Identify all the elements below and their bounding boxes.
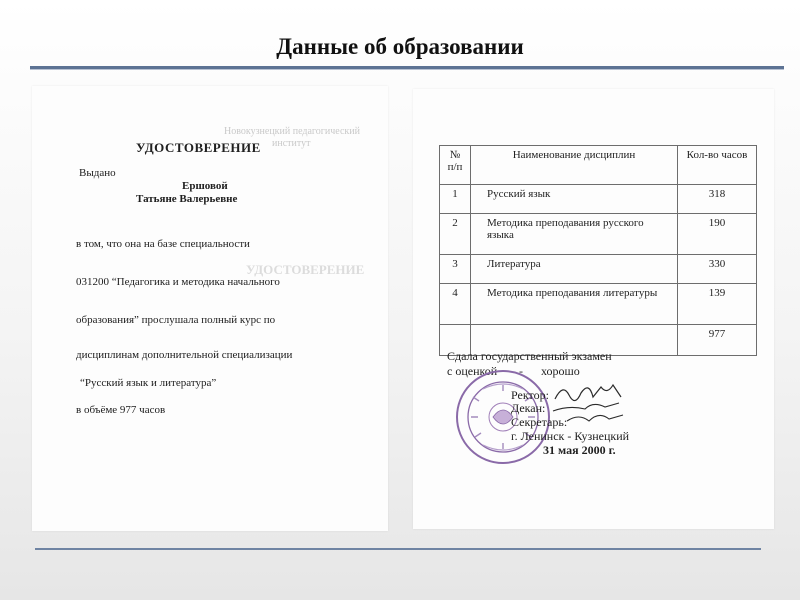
row-name: Литература [471,255,678,284]
header-hours: Кол-во часов [678,146,757,185]
bottom-rule [35,548,761,550]
signature-scribble-icon [549,377,649,433]
table-row [440,185,757,214]
header-name: Наименование дисциплин [471,146,678,185]
exam-grade: хорошо [541,364,580,378]
faint-header-line1: Новокузнецкий педагогический [224,126,360,137]
certificate-line-2: 031200 “Педагогика и методика начального [76,276,280,288]
issued-label: Выдано [79,167,116,179]
title-underline [30,66,784,70]
row-hours: 330 [678,255,757,284]
dean-label: Декан: [511,401,546,415]
secretary-label: Секретарь: [511,415,568,429]
rector-label: Ректор: [511,388,549,402]
table-row [440,214,757,255]
slide-title: Данные об образовании [276,34,524,59]
recipient-surname: Ершовой [182,180,228,192]
date-label: 31 мая 2000 г. [543,443,616,457]
header-num: № п/п [440,146,471,185]
table-row [440,255,757,284]
row-hours: 190 [678,214,757,255]
exam-line-2-label: с оценкой [447,364,498,378]
row-hours: 318 [678,185,757,214]
certificate-line-1: в том, что она на базе специальности [76,238,250,250]
recipient-given-names: Татьяне Валерьевне [136,193,238,205]
exam-line-1: Сдала государственный экзамен [447,349,612,363]
certificate-line-5: “Русский язык и литература” [80,377,217,389]
certificate-heading: УДОСТОВЕРЕНИЕ [136,140,261,155]
exam-line-2-dash: - [519,364,523,378]
row-num: 1 [440,185,471,214]
row-hours: 139 [678,284,757,325]
certificate-line-6: в объёме 977 часов [76,404,166,416]
subjects-table [439,145,757,356]
bleed-through-watermark: УДОСТОВЕРЕНИЕ [246,262,365,277]
table-header-row [440,146,757,185]
total-hours: 977 [678,325,757,356]
row-name: Русский язык [471,185,678,214]
certificate-line-4: дисциплинам дополнительной специализации [76,349,293,361]
row-name: Методика преподавания литературы [471,284,678,325]
certificate-scan [32,86,388,531]
city-label: г. Ленинск - Кузнецкий [511,429,630,443]
row-num: 3 [440,255,471,284]
row-num: 4 [440,284,471,325]
row-num: 2 [440,214,471,255]
transcript-scan [413,89,774,529]
faint-header-line2: институт [272,138,311,149]
table-row [440,284,757,325]
row-name: Методика преподавания русского языка [471,214,678,255]
certificate-line-3: образования” прослушала полный курс по [76,314,276,326]
